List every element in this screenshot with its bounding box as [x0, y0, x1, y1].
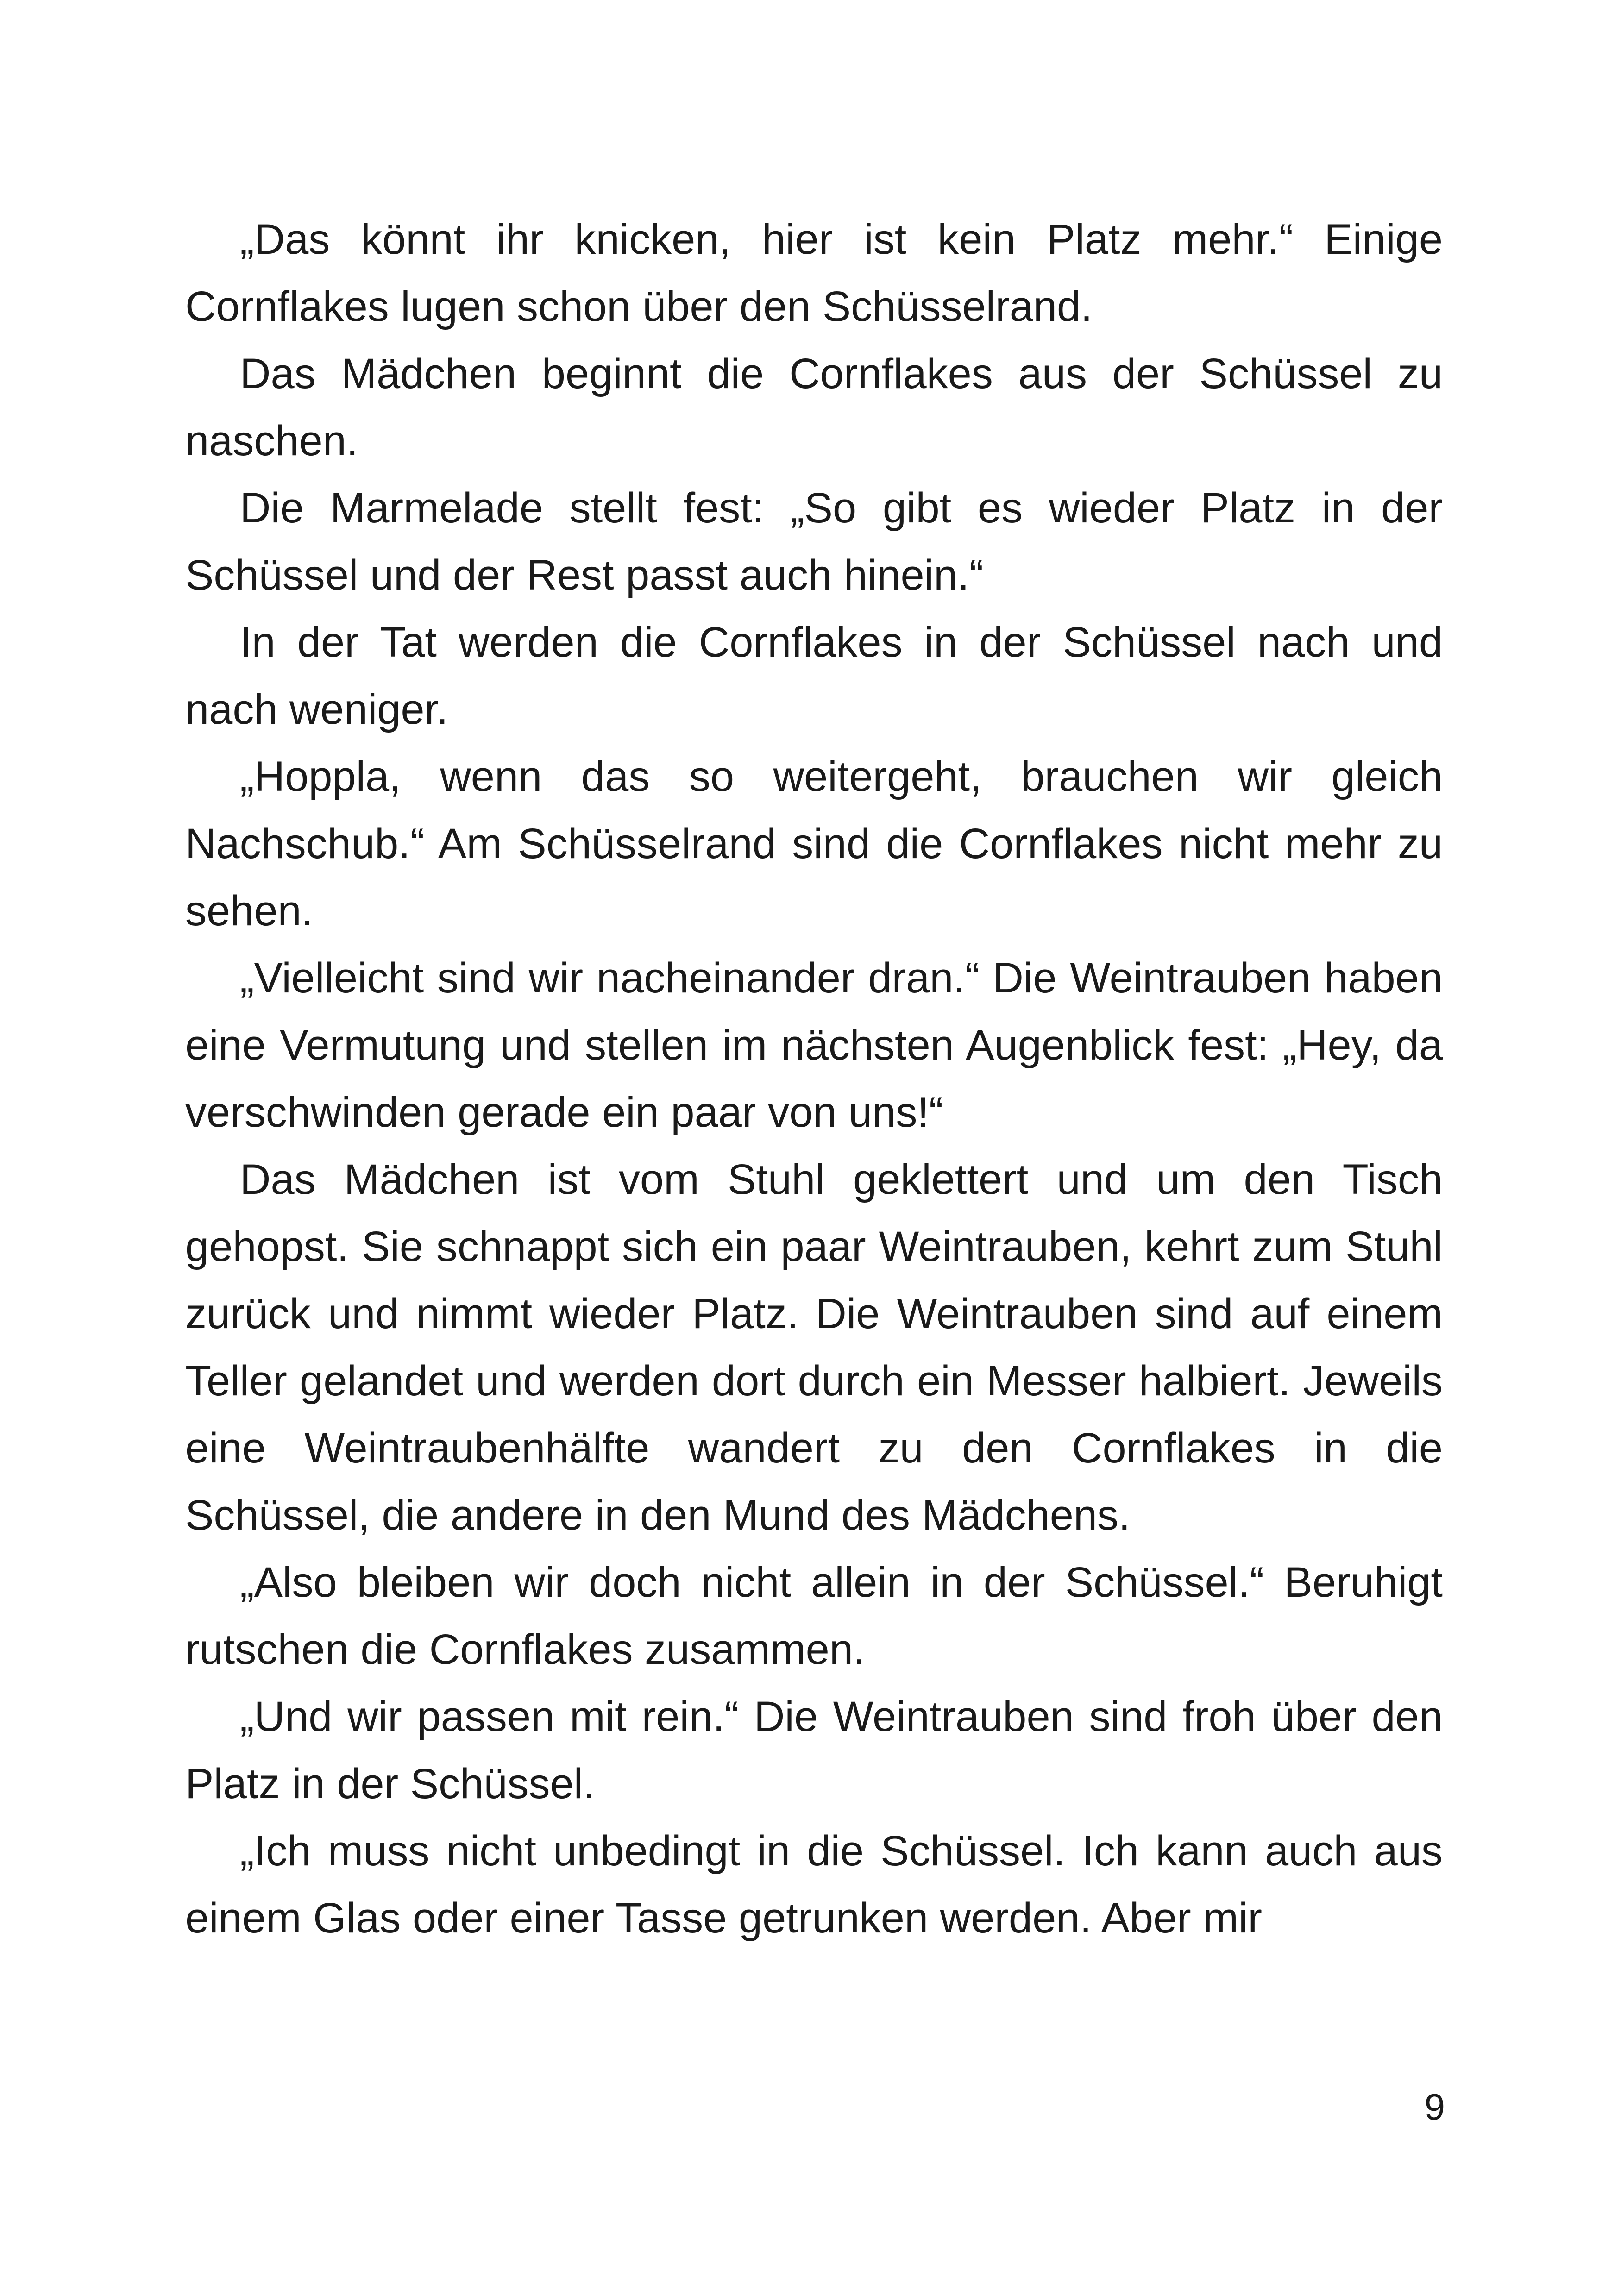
paragraph: In der Tat werden die Cornflakes in der Schüssel nach und nach weniger. [185, 619, 1443, 733]
paragraph: Das Mädchen beginnt die Cornflakes aus der Schüssel zu naschen. [185, 350, 1443, 464]
paragraph: „Das könnt ihr knicken, hier ist kein Platz mehr.“ Einige Cornflakes lugen schon über den Schüsselrand. [185, 216, 1443, 330]
page-number: 9 [1424, 2086, 1445, 2127]
paragraph: „Vielleicht sind wir nacheinander dran.“ Die Weintrauben haben eine Vermutung und stellen im nächsten Augenblick fest: „Hey, da verschwinden gerade ein paar von uns!“ [185, 954, 1443, 1136]
paragraph: „Und wir passen mit rein.“ Die Weintrauben sind froh über den Platz in der Schüssel. [185, 1693, 1443, 1807]
paragraph: Die Marmelade stellt fest: „So gibt es wieder Platz in der Schüssel und der Rest passt auch hinein.“ [185, 484, 1443, 599]
paragraph: „Hoppla, wenn das so weitergeht, brauchen wir gleich Nachschub.“ Am Schüsselrand sind die Cornflakes nicht mehr zu sehen. [185, 753, 1443, 935]
body-text [185, 206, 1443, 1952]
paragraph: „Ich muss nicht unbedingt in die Schüssel. Ich kann auch aus einem Glas oder einer Tasse getrunken werden. Aber mir [185, 1827, 1443, 1942]
paragraph: „Also bleiben wir doch nicht allein in der Schüssel.“ Beruhigt rutschen die Cornflakes zusammen. [185, 1559, 1443, 1673]
paragraph: Das Mädchen ist vom Stuhl geklettert und um den Tisch gehopst. Sie schnappt sich ein paar Weintrauben, kehrt zum Stuhl zurück und nimmt wieder Platz. Die Weintrauben sind auf einem Teller gelandet und werden dort durch ein Messer halbiert. Jeweils eine Weintraubenhälfte wandert zu den Cornflakes in die Schüssel, die andere in den Mund des Mädchens. [185, 1156, 1443, 1539]
